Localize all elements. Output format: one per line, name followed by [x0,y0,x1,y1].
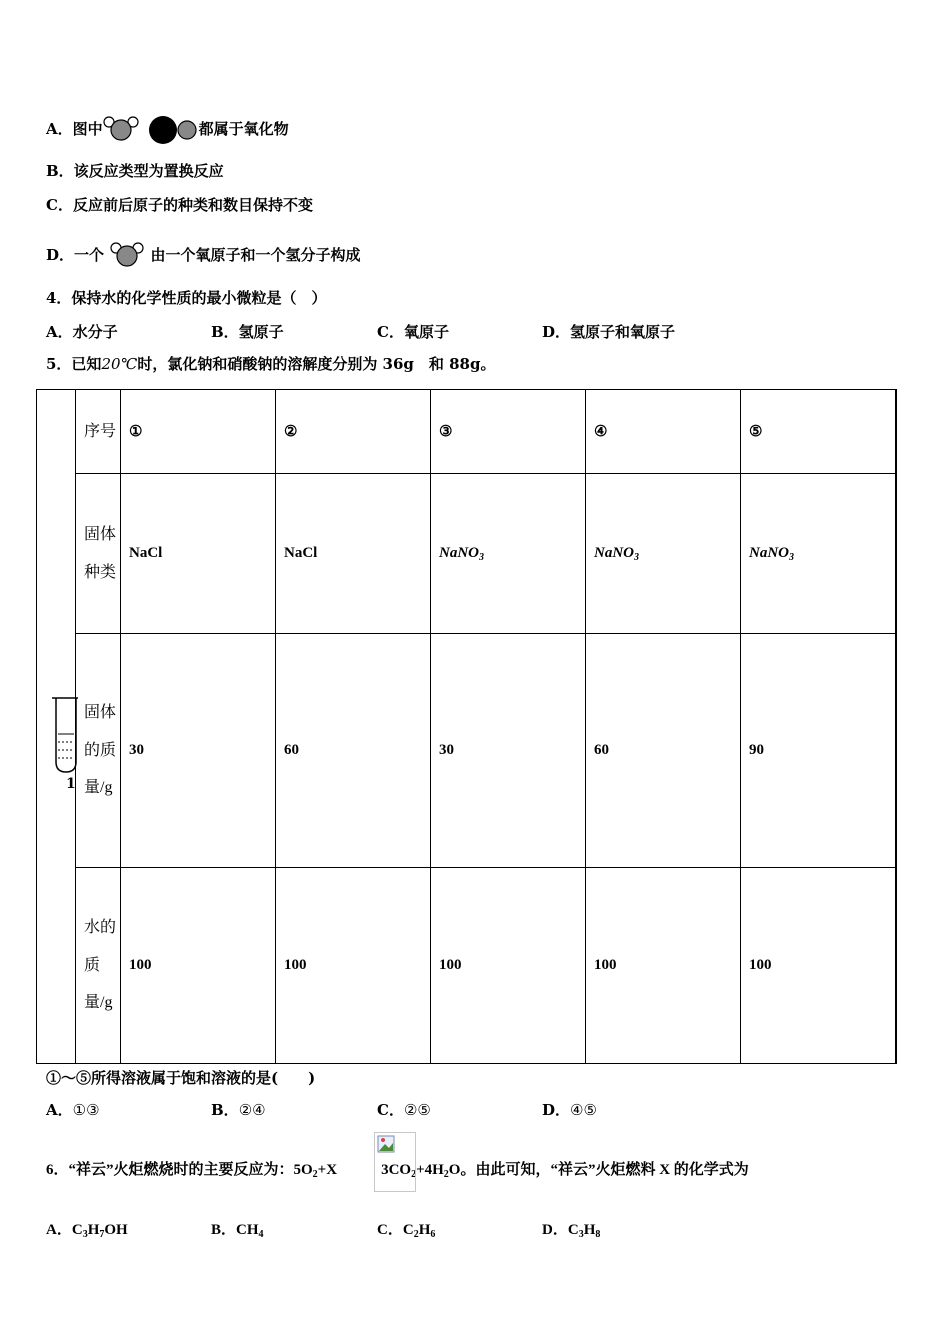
q4-option-d: D．氢原子和氧原子 [542,323,676,341]
q5-stem-b: 时，氯化钠和硝酸钠的溶解度分别为 36g 和 88g。 [137,355,496,373]
q3-option-d-suffix: 由一个氧原子和一个氢分子构成 [150,246,361,264]
q3-option-a-prefix: A．图中 [46,120,103,138]
q5-stem-a: 5．已知 [46,355,102,373]
table-row-index [76,390,897,474]
q6-a-p1: 3 [82,1229,88,1240]
q6-stem-b: +X [317,1162,338,1178]
row-header-water-mass: 水的质量/g [76,868,121,1064]
water-mass-1: 100 [121,868,276,1064]
row-header-index: 序号 [76,390,121,474]
row-header-solid-type: 固体种类 [76,474,121,634]
q6-stem-c: 3CO [381,1162,412,1178]
col-3: ③ [431,390,586,474]
q3-option-d [46,241,361,271]
q6-stem-d: +4H [416,1162,444,1178]
q5-option-b [211,1100,266,1120]
q6-option-c-letter: C． [377,1222,403,1238]
q4-option-c: C．氧原子 [377,323,449,341]
q5-option-a-value: ①③ [72,1101,100,1119]
q4-option-a: A．水分子 [46,323,118,341]
test-tube-label: 1 [66,776,76,792]
solid-mass-1: 30 [121,634,276,868]
q6-a-p0: C [71,1222,83,1238]
q3-option-a-suffix: 都属于氧化物 [198,120,289,138]
q6-d-p2: H [583,1222,596,1238]
solid-type-2: NaCl [276,474,431,634]
q5-stem-temp: 20℃ [101,355,138,373]
solid-mass-3: 30 [431,634,586,868]
broken-image-placeholder [374,1132,416,1192]
q5-option-c [377,1100,431,1120]
q6-c-p3: 6 [430,1229,436,1240]
col-4: ④ [586,390,741,474]
q6-b-p0: CH [236,1222,259,1238]
q6-option-d-letter: D． [542,1222,568,1238]
q6-option-b [211,1220,264,1245]
q5-option-c-letter: C． [377,1101,404,1119]
solid-type-1: NaCl [121,474,276,634]
q6-stem-a: 6．“祥云”火炬燃烧时的主要反应为：5O [46,1162,313,1178]
q5-option-d-value: ④⑤ [570,1101,597,1119]
q5-option-d-letter: D． [542,1101,571,1119]
q3-option-a [46,114,289,146]
test-tube-icon [50,690,78,790]
q6-a-p2: H [87,1222,100,1238]
q6-c-p1: 2 [413,1229,419,1240]
q5-option-a-letter: A． [46,1101,73,1119]
col-5: ⑤ [741,390,897,474]
q6-d-p3: 8 [595,1229,601,1240]
q6-c-p2: H [418,1222,431,1238]
q6-option-c [377,1220,435,1245]
q5-table [75,389,897,1064]
solid-type-4: NaNO$_3$ [586,474,741,634]
q6-a-p3: 7 [99,1229,105,1240]
solid-type-5: NaNO$_3$ [741,474,897,634]
q6-option-a [46,1220,128,1245]
q6-a-p4: OH [104,1222,128,1238]
molecule-icons [103,114,199,146]
q5-option-d [542,1100,597,1120]
col-2: ② [276,390,431,474]
row-header-solid-mass: 固体的质量/g [76,634,121,868]
water-mass-3: 100 [431,868,586,1064]
q6-d-p1: 3 [578,1229,584,1240]
col-1: ① [121,390,276,474]
q3-option-d-prefix: D．一个 [46,246,105,264]
q6-stem-e: O。由此可知，“祥云”火炬燃料 X 的化学式为 [448,1162,749,1178]
solid-mass-5: 90 [741,634,897,868]
q3-option-b: B．该反应类型为置换反应 [46,162,224,180]
q6-option-a-letter: A． [46,1222,72,1238]
table-row-solid-mass [76,634,897,868]
q6-c-p0: C [402,1222,414,1238]
q6-option-d [542,1220,600,1245]
table-row-water-mass [76,868,897,1064]
q5-option-b-value: ②④ [238,1101,266,1119]
water-mass-2: 100 [276,868,431,1064]
water-mass-5: 100 [741,868,897,1064]
q6-option-b-letter: B． [211,1222,237,1238]
water-molecule-icon [109,241,145,271]
water-mass-4: 100 [586,868,741,1064]
q6-stem: 6．“祥云”火炬燃烧时的主要反应为：$5O_2+X$ $3CO_2+4H_2O$。由此可知，“祥云”火炬燃料 X 的化学式为 [46,1162,749,1180]
q5-option-c-value: ②⑤ [403,1101,431,1119]
solid-mass-2: 60 [276,634,431,868]
q6-b-p1: 4 [258,1229,264,1240]
q5-question: ①～⑤所得溶液属于饱和溶液的是( ) [46,1069,316,1087]
solid-mass-4: 60 [586,634,741,868]
table-row-solid-type [76,474,897,634]
broken-image-icon [377,1135,395,1153]
solid-type-3: NaNO$_3$ [431,474,586,634]
q5-option-b-letter: B． [211,1101,239,1119]
q4-option-b: B．氢原子 [211,323,284,341]
q5-option-a [46,1100,100,1120]
q6-d-p0: C [567,1222,579,1238]
q4-stem: 4．保持水的化学性质的最小微粒是（ ） [46,289,327,307]
q5-stem [46,354,495,374]
q3-option-c: C．反应前后原子的种类和数目保持不变 [46,196,313,214]
